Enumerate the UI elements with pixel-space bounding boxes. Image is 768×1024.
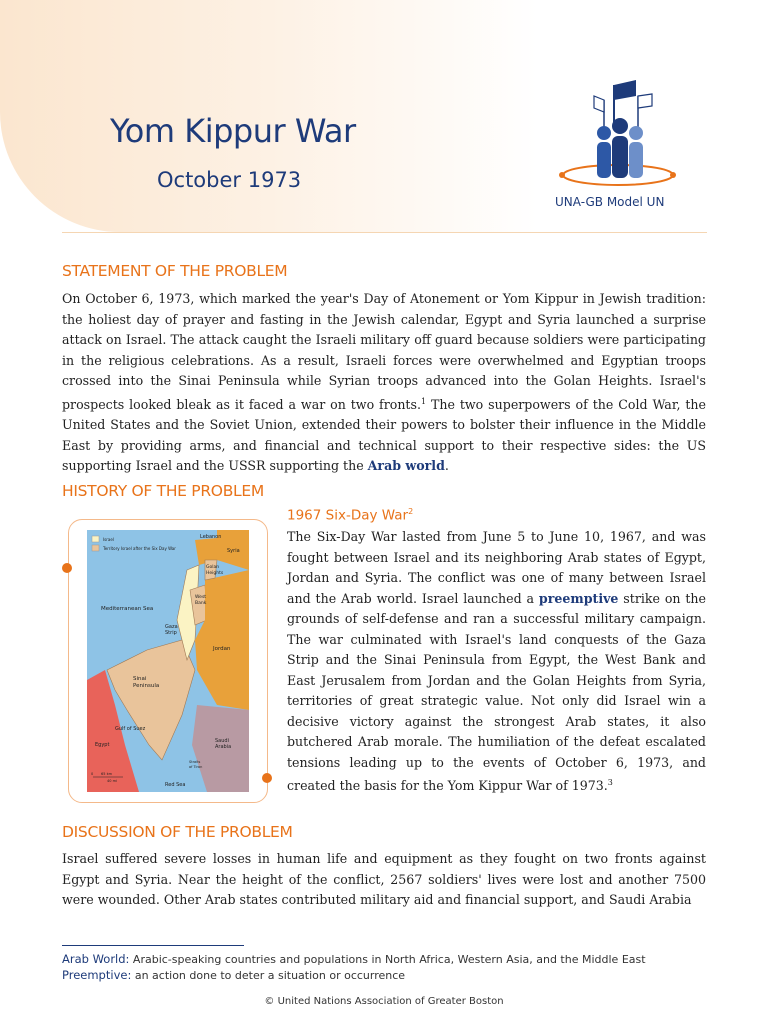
footnote-divider: [62, 945, 244, 946]
scale-zero: 0: [91, 772, 94, 776]
label-saudi: Saudi: [215, 738, 229, 744]
map-dot-left: [62, 563, 72, 573]
footnote-arab-world: Arab World: Arabic-speaking countries and populations in North Africa, Western Asia, and the Middle East: [62, 952, 646, 966]
history-paragraph: The Six-Day War lasted from June 5 to June 10, 1967, and was fought between Israel and its neighboring Arab states of Egypt, Jordan and Syria. The conflict was one of many between Israel and the Arab world. Israel launched a preemptive strike on the grounds of self-defense and ran a successful military campaign. The war culminated with Israel's land conquests of the Gaza Strip and the Sinai Peninsula from Egypt, the West Bank and East Jerusalem from Jordan and the Golan Heights from Syria, territories of great strategic value. Not only did Israel win a decisive victory against the strongest Arab states, it also butchered Arab morale. The humiliation of the defeat escalated tensions leading up to the events of October 6, 1973, and created the basis for the Yom Kippur War of 1973.$^3$: [287, 529, 706, 794]
label-bank: Bank: [195, 601, 207, 606]
label-strip: Strip: [165, 630, 177, 636]
footnote-ref: 1: [420, 396, 427, 406]
label-syria: Syria: [227, 548, 240, 554]
label-tiran-1: Straits: [189, 760, 201, 764]
label-red-sea: Red Sea: [165, 782, 186, 788]
label-golan: Golan: [206, 565, 220, 570]
copyright-footer: © United Nations Association of Greater Boston: [264, 996, 504, 1007]
label-tiran-2: of Tiran: [189, 765, 203, 769]
label-peninsula: Peninsula: [133, 683, 160, 689]
label-heights: Heights: [206, 571, 224, 576]
history-heading: HISTORY OF THE PROBLEM: [62, 482, 264, 500]
label-west: West: [195, 595, 207, 600]
header-divider: [62, 232, 707, 233]
statement-paragraph: On October 6, 1973, which marked the year's Day of Atonement or Yom Kippur in Jewish tradition: the holiest day of prayer and fasting in the Jewish calendar, Egypt and Syria launched a surprise attack on Israel. The attack caught the Israeli military off guard because soldiers were participating in the religious celebrations. As a result, Israeli forces were overwhelmed and Egyptian troops crossed into the Sinai Peninsula while Syrian troops advanced into the Golan Heights. Israel's prospects looked bleak as it faced a war on two fronts.$^1$ The two superpowers of the Cold War, the United States and the Soviet Union, extended their powers to bolster their influence in the Middle East by providing arms, and financial and technical support to their respective sides: the US supporting Israel and the USSR supporting the Arab world.: [62, 291, 706, 474]
label-egypt: Egypt: [95, 742, 110, 748]
term-arab-world: Arab world: [367, 458, 445, 474]
label-suez: Gulf of Suez: [115, 726, 146, 732]
scale-mi: 40 mi: [107, 779, 117, 783]
discussion-paragraph: Israel suffered severe losses in human life and equipment as they fought on two fronts against Egypt and Syria. Near the height of the conflict, 2567 soldiers' lives were lost and another 7500 were wounded. Other Arab states contributed military aid and financial support, and Saudi Arabia: [62, 851, 706, 907]
label-arabia: Arabia: [215, 744, 232, 750]
legend-israel: Israel: [103, 537, 114, 542]
discussion-heading: DISCUSSION OF THE PROBLEM: [62, 823, 293, 841]
map-frame: [68, 519, 268, 803]
label-jordan: Jordan: [213, 646, 231, 652]
map-dot-right: [262, 773, 272, 783]
footnote-preemptive: Preemptive: an action done to deter a situation or occurrence: [62, 968, 406, 982]
six-day-war-map: [87, 530, 249, 792]
legend-territory: Territory Israel after the Six Day War: [103, 546, 176, 551]
history-subheading: 1967 Six-Day War$^2$: [287, 507, 414, 524]
logo-label: UNA-GB Model UN: [555, 195, 665, 209]
statement-heading: STATEMENT OF THE PROBLEM: [62, 262, 288, 280]
term-preemptive: preemptive: [538, 590, 619, 606]
label-sinai: Sinai: [133, 676, 147, 682]
page-title: Yom Kippur War: [110, 112, 356, 150]
label-lebanon: Lebanon: [200, 534, 222, 540]
una-gb-logo: [556, 60, 686, 200]
label-gaza: Gaza: [165, 624, 178, 630]
page-subtitle: October 1973: [157, 168, 302, 192]
label-med-sea: Mediterranean Sea: [101, 606, 154, 612]
scale-km: 65 km: [101, 772, 113, 776]
